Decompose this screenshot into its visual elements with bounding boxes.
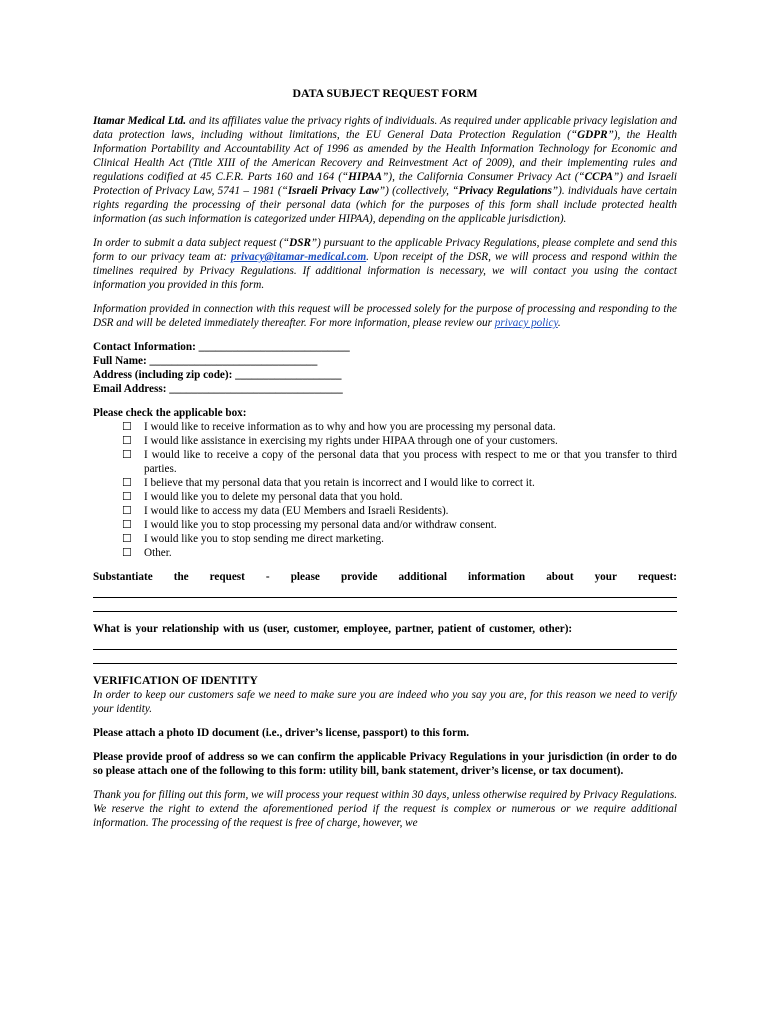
info-paragraph: Information provided in connection with this request will be processed solely for the purpose of processing and responding to the DSR and will be deleted immediately thereafter. For more information, please review our privacy policy. — [93, 303, 677, 329]
closing-paragraph: Thank you for filling out this form, we will process your request within 30 days, unless otherwise required by Privacy Regulations. We reserve the right to extend the aforementioned period if the request is complex or numerous or we require additional information. The processing of the request is free of charge, however, we — [93, 789, 677, 829]
substantiate-label: Substantiate the request - please provide additional information about your request: — [93, 571, 677, 583]
address-field[interactable]: Address (including zip code): ___________________ — [93, 369, 342, 381]
submit-paragraph: In order to submit a data subject request (“DSR”) pursuant to the applicable Privacy Regulations, please complete and send this form to our privacy team at: privacy@itamar-medical.com. Upon receipt of the DSR, we will process and respond within the timelines required by Privacy Regulations. If additional information is necessary, we will contact you using the contact information you provided in this form. — [93, 237, 677, 291]
checkbox-item-stop-marketing[interactable]: ☐ I would like you to stop sending me direct marketing. — [122, 533, 384, 545]
substantiate-answer-line-1[interactable] — [93, 584, 677, 598]
checkbox-item-other[interactable]: ☐ Other. — [122, 547, 172, 559]
checkbox-icon[interactable]: ☐ — [122, 547, 132, 559]
checkbox-icon[interactable]: ☐ — [122, 421, 132, 433]
substantiate-answer-line-2[interactable] — [93, 598, 677, 612]
checkbox-icon[interactable]: ☐ — [122, 491, 132, 503]
privacy-email-link[interactable]: privacy@itamar-medical.com — [231, 251, 367, 263]
checkbox-icon[interactable]: ☐ — [122, 519, 132, 531]
checkbox-item-information[interactable]: ☐ I would like to receive information as to why and how you are processing my personal data. — [122, 421, 556, 433]
checkbox-item-stop-processing[interactable]: ☐ I would like you to stop processing my personal data and/or withdraw consent. — [122, 519, 497, 531]
checkbox-icon[interactable]: ☐ — [122, 477, 132, 489]
email-address-field[interactable]: Email Address: _______________________________ — [93, 383, 343, 395]
relationship-answer-line-2[interactable] — [93, 650, 677, 664]
relationship-label: What is your relationship with us (user, customer, employee, partner, patient of customer, other): — [93, 623, 573, 635]
form-title: DATA SUBJECT REQUEST FORM — [292, 86, 478, 100]
verification-paragraph: In order to keep our customers safe we need to make sure you are indeed who you say you are, for this reason we need to verify your identity. — [93, 689, 677, 715]
checkbox-icon[interactable]: ☐ — [122, 505, 132, 517]
verification-heading: VERIFICATION OF IDENTITY — [93, 674, 258, 687]
checkbox-icon[interactable]: ☐ — [122, 435, 132, 447]
full-name-field[interactable]: Full Name: ______________________________ — [93, 355, 318, 367]
checklist-heading: Please check the applicable box: — [93, 407, 247, 419]
checkbox-icon[interactable]: ☐ — [122, 449, 132, 461]
checkbox-list — [93, 420, 677, 560]
checkbox-item-copy[interactable]: ☐ I would like to receive a copy of the personal data that you process with respect to me or that you transfer to third parties. — [122, 449, 677, 475]
contact-information-field[interactable]: Contact Information: ___________________________ — [93, 341, 350, 353]
form-content — [93, 86, 677, 830]
company-name: Itamar Medical Ltd. — [93, 115, 187, 127]
relationship-answer-line-1[interactable] — [93, 636, 677, 650]
checkbox-item-delete[interactable]: ☐ I would like you to delete my personal data that you hold. — [122, 491, 403, 503]
intro-paragraph: Itamar Medical Ltd. and its affiliates value the privacy rights of individuals. As required under applicable privacy legislation and data protection laws, including without limitations, the EU General Data Protection Regulation (“GDPR”), the Health Information Portability and Accountability Act of 1996 as amended by the Health Information Technology for Economic and Clinical Health Act (Title XIII of the American Recovery and Reinvestment Act of 2009), and their implementing rules and regulations codified at 45 C.F.R. Parts 160 and 164 (“HIPAA”), the California Consumer Privacy Act (“CCPA”) and Israeli Protection of Privacy Law, 5741 – 1981 (“Israeli Privacy Law”) (collectively, “Privacy Regulations”). individuals have certain rights regarding the processing of their personal data (which for the purposes of this form shall include protected health information (as such information is categorized under HIPAA), depending on the applicable jurisdiction). — [93, 115, 677, 225]
checkbox-item-correct[interactable]: ☐ I believe that my personal data that you retain is incorrect and I would like to correct it. — [122, 477, 535, 489]
checkbox-icon[interactable]: ☐ — [122, 533, 132, 545]
privacy-policy-link[interactable]: privacy policy — [494, 317, 558, 329]
checkbox-item-access[interactable]: ☐ I would like to access my data (EU Members and Israeli Residents). — [122, 505, 449, 517]
checkbox-item-hipaa-assistance[interactable]: ☐ I would like assistance in exercising my rights under HIPAA through one of your customers. — [122, 435, 558, 447]
photo-id-instruction: Please attach a photo ID document (i.e., driver’s license, passport) to this form. — [93, 727, 470, 739]
proof-of-address-instruction: Please provide proof of address so we can confirm the applicable Privacy Regulations in your jurisdiction (in order to do so please attach one of the following to this form: utility bill, bank statement, driver’s license, or tax document). — [93, 751, 677, 777]
